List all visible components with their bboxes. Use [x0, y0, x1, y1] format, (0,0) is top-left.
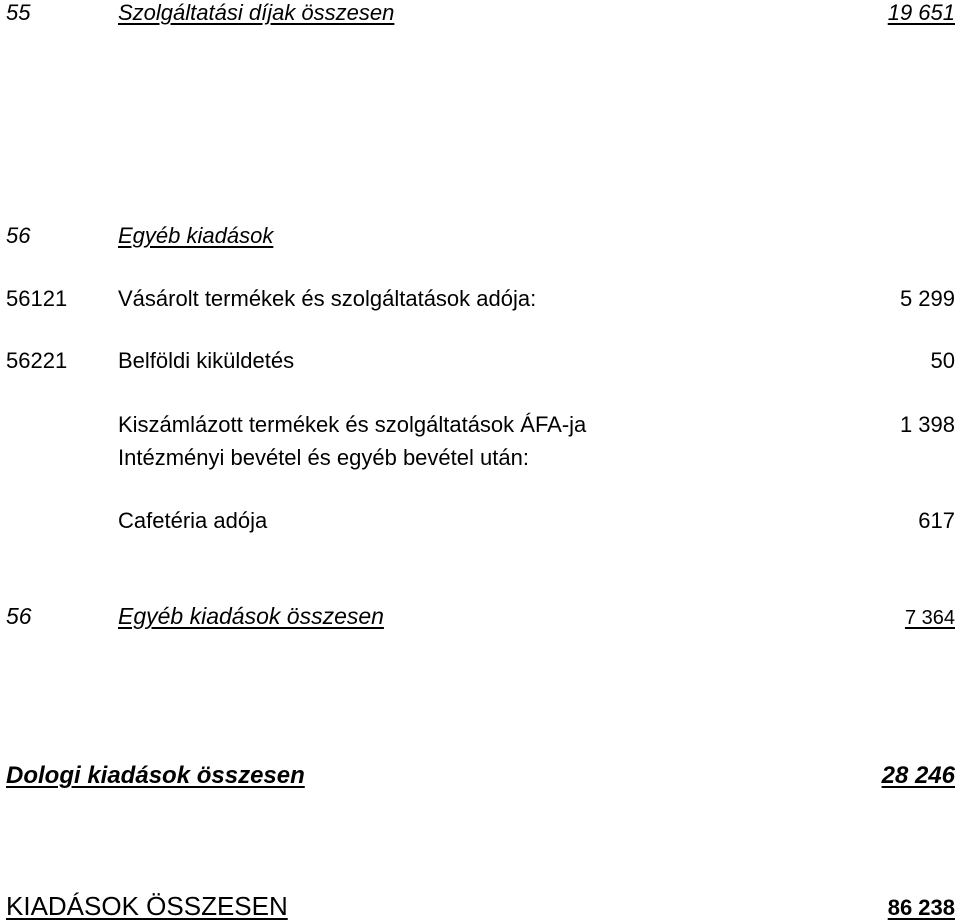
label-vasarolt-termekek: Vásárolt termékek és szolgáltatások adója:	[118, 286, 537, 311]
label-dologi-kiadasok-osszesen: Dologi kiadások összesen	[6, 762, 305, 789]
code-56-header: 56	[6, 223, 31, 248]
label-egyeb-kiadasok-osszesen: Egyéb kiadások összesen	[118, 603, 384, 629]
amount-dologi-kiadasok-osszesen: 28 246	[881, 762, 955, 789]
label-szolgaltatasi-dijak-osszesen: Szolgáltatási díjak összesen	[118, 0, 395, 25]
label-afa-line2: Intézményi bevétel és egyéb bevétel után:	[118, 445, 529, 470]
code-56221: 56221	[6, 348, 68, 373]
amount-vasarolt-termekek: 5 299	[899, 286, 955, 311]
code-56-total: 56	[6, 603, 32, 629]
label-belfoldi-kikuldetes: Belföldi kiküldetés	[118, 348, 295, 373]
amount-belfoldi-kikuldetes: 50	[930, 348, 955, 373]
label-afa-line1: Kiszámlázott termékek és szolgáltatások ÁFA-ja	[118, 412, 587, 437]
code-56121: 56121	[6, 286, 68, 311]
code-55: 55	[6, 0, 31, 25]
amount-kiadasok-osszesen: 86 238	[887, 895, 955, 920]
label-cafeteria-adoja: Cafetéria adója	[118, 508, 268, 533]
amount-szolgaltatasi-dijak-osszesen: 19 651	[887, 0, 955, 25]
amount-egyeb-kiadasok-osszesen: 7 364	[904, 607, 955, 629]
amount-afa: 1 398	[899, 412, 955, 437]
label-egyeb-kiadasok: Egyéb kiadások	[118, 223, 274, 248]
amount-cafeteria-adoja: 617	[918, 508, 955, 533]
label-kiadasok-osszesen: KIADÁSOK ÖSSZESEN	[6, 891, 288, 921]
